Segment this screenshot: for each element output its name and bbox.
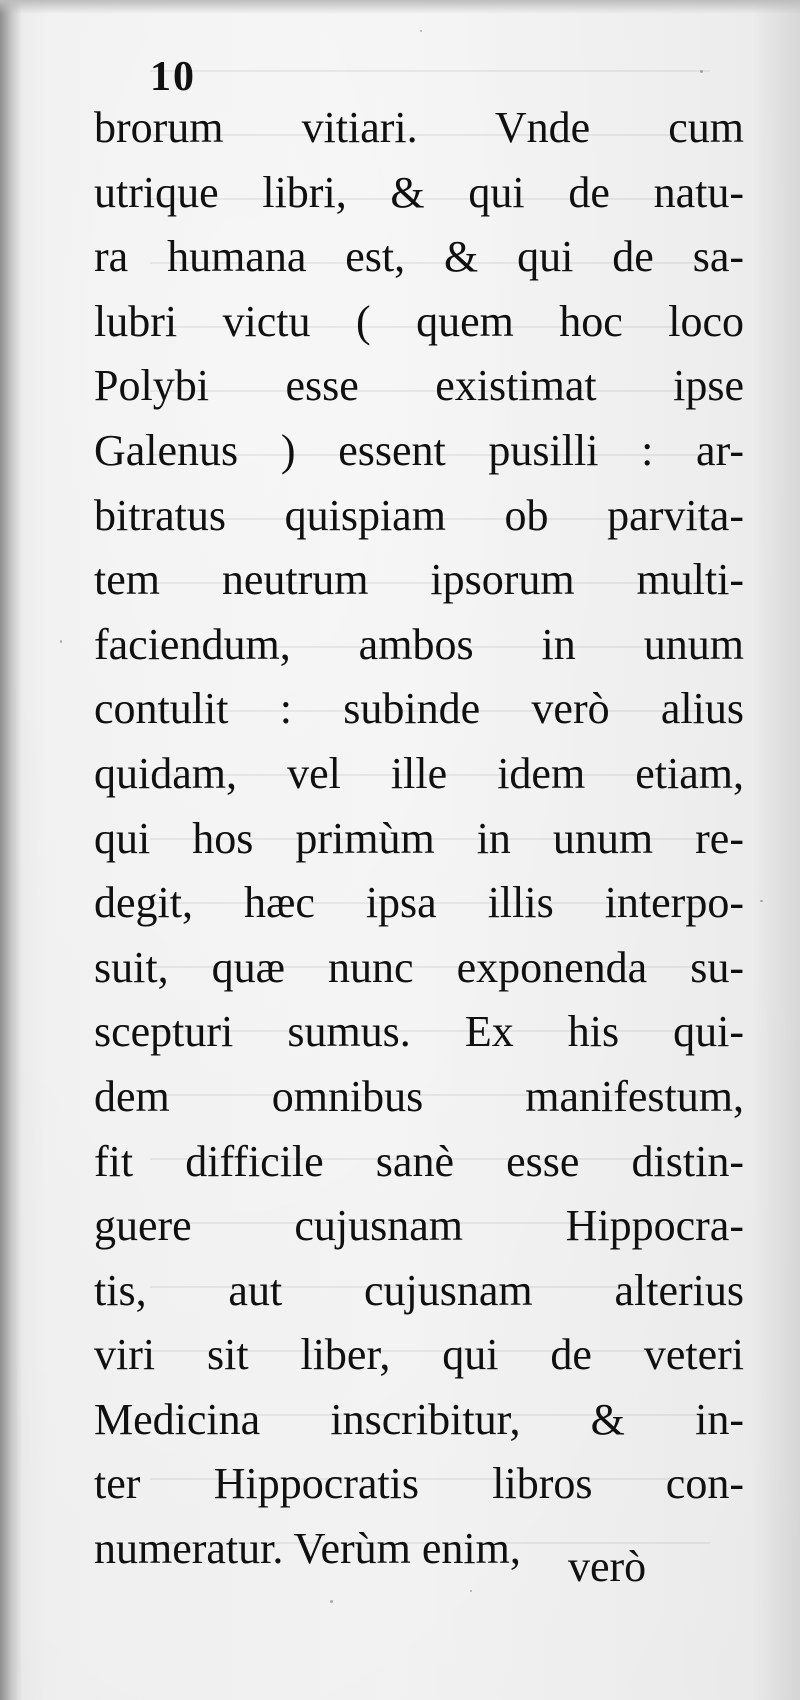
text-line: contulit : subinde verò alius: [94, 684, 744, 734]
text-line: numeratur. Verùm enim,: [94, 1524, 521, 1574]
text-line: Medicina inscribitur, & in-: [94, 1394, 744, 1444]
catchword: verò: [568, 1542, 647, 1591]
text-line: lubri victu ( quem hoc loco: [94, 296, 744, 346]
text-line: Polybi esse existimat ipse: [94, 361, 744, 411]
text-line: quidam, vel ille idem etiam,: [94, 748, 744, 798]
page-number: 10: [150, 54, 196, 100]
text-line: fit difficile sanè esse distin-: [94, 1136, 744, 1186]
text-line: brorum vitiari. Vnde cum: [94, 103, 744, 152]
text-line: qui hos primùm in unum re-: [94, 813, 744, 863]
text-line: viri sit liber, qui de veteri: [94, 1330, 744, 1380]
text-line: utrique libri, & qui de natu-: [94, 167, 744, 217]
text-line: degit, hæc ipsa illis interpo-: [94, 878, 744, 928]
top-edge-shadow: [0, 0, 800, 14]
text-line: scepturi sumus. Ex his qui-: [94, 1007, 744, 1057]
text-line: Galenus ) essent pusilli : ar-: [94, 425, 744, 475]
text-line: ra humana est, & qui de sa-: [94, 232, 744, 282]
gutter-shadow: [0, 0, 22, 1700]
text-line: faciendum, ambos in unum: [94, 619, 744, 669]
text-line: bitratus quispiam ob parvita-: [94, 490, 744, 540]
text-line: tis, aut cujusnam alterius: [94, 1265, 744, 1315]
text-line: tem neutrum ipsorum multi-: [94, 555, 744, 605]
text-line: guere cujusnam Hippocra-: [94, 1201, 744, 1251]
text-line: ter Hippocratis libros con-: [94, 1459, 744, 1509]
body-text: [94, 96, 744, 1582]
text-line: dem omnibus manifestum,: [94, 1071, 744, 1121]
text-line: suit, quæ nunc exponenda su-: [94, 942, 744, 992]
